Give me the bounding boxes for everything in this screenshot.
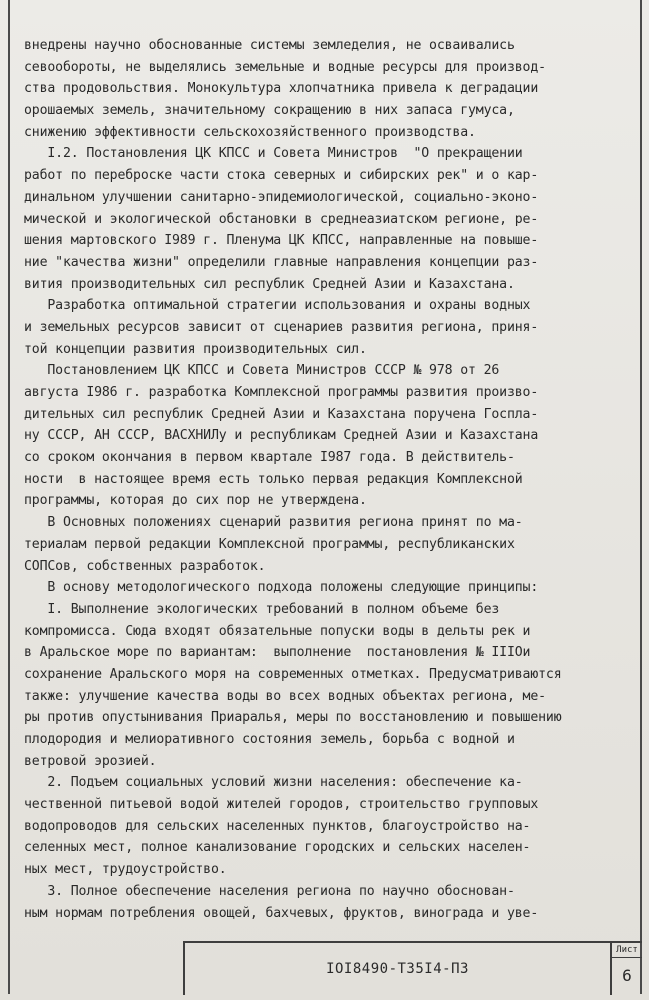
text-line: ры против опустынивания Приаралья, меры по восстановлению и повышению bbox=[24, 710, 562, 726]
title-block-stamp bbox=[183, 941, 642, 995]
text-line: плодородия и мелиоративного состояния земель, борьба с водной и bbox=[24, 732, 515, 747]
text-line: компромисса. Сюда входят обязательные попуски воды в дельты рек и bbox=[24, 623, 531, 639]
text-line: в Аральское море по вариантам: выполнение постановления № IIIOи bbox=[24, 645, 531, 661]
text-line: дительных сил республик Средней Азии и Казахстана поручена Госпла- bbox=[24, 406, 539, 422]
text-line: сохранение Аральского моря на современных отметках. Предусматриваются bbox=[24, 666, 562, 682]
text-line: мической и экологической обстановки в среднеазиатском регионе, ре- bbox=[24, 211, 539, 227]
text-line: работ по переброске части стока северных и сибирских рек" и о кар- bbox=[24, 168, 539, 184]
sheet-label: Лист bbox=[612, 943, 642, 958]
text-line: Постановлением ЦК КПСС и Совета Министров СССР № 978 от 26 bbox=[24, 363, 500, 379]
text-line: териалам первой редакции Комплексной программы, республиканских bbox=[24, 536, 515, 552]
text-line: ние "качества жизни" определили главные направления концепции раз- bbox=[24, 254, 539, 270]
text-line: ным нормам потребления овощей, бахчевых, фруктов, винограда и уве- bbox=[24, 905, 539, 921]
text-line: шения мартовского I989 г. Пленума ЦК КПСС, направленные на повыше- bbox=[24, 233, 539, 249]
text-line: программы, которая до сих пор не утверждена. bbox=[24, 493, 367, 509]
text-line: ветровой эрозией. bbox=[24, 753, 157, 769]
text-line: снижению эффективности сельскохозяйственного производства. bbox=[24, 124, 476, 140]
text-line: ства продовольствия. Монокультура хлопчатника привела к деградации bbox=[24, 81, 539, 97]
text-line: динальном улучшении санитарно-эпидемиологической, социально-эконо- bbox=[24, 189, 539, 205]
text-line: I. Выполнение экологических требований в полном объеме без bbox=[24, 601, 500, 617]
text-line: ну СССР, АН СССР, ВАСХНИЛу и республикам Средней Азии и Казахстана bbox=[24, 428, 539, 444]
text-line: СОПСов, собственных разработок. bbox=[24, 558, 266, 574]
text-line: вития производительных сил республик Средней Азии и Казахстана. bbox=[24, 276, 515, 292]
text-line: той концепции развития производительных сил. bbox=[24, 341, 367, 357]
text-line: В основу методологического подхода положены следующие принципы: bbox=[24, 580, 539, 596]
text-line: селенных мест, полное канализование городских и сельских населен- bbox=[24, 840, 531, 856]
text-line: орошаемых земель, значительному сокращению в них запаса гумуса, bbox=[24, 103, 515, 119]
text-line: внедрены научно обоснованные системы земледелия, не осваивались bbox=[24, 38, 515, 53]
document-body bbox=[24, 35, 624, 924]
text-line: 2. Подъем социальных условий жизни населения: обеспечение ка- bbox=[24, 775, 523, 791]
sheet-number-box bbox=[610, 943, 642, 995]
text-line: I.2. Постановления ЦК КПСС и Совета Министров "О прекращении bbox=[24, 146, 523, 162]
document-code: IOI8490-Т35I4-П3 bbox=[326, 961, 469, 977]
text-line: В Основных положениях сценарий развития региона принят по ма- bbox=[24, 515, 523, 531]
sheet-number: 6 bbox=[622, 966, 632, 985]
text-line: севообороты, не выделялись земельные и водные ресурсы для производ- bbox=[24, 59, 546, 75]
text-line: 3. Полное обеспечение населения региона по научно обоснован- bbox=[24, 883, 515, 899]
text-line: и земельных ресурсов зависит от сценариев развития региона, приня- bbox=[24, 319, 539, 335]
text-line: ных мест, трудоустройство. bbox=[24, 862, 227, 878]
text-line: со сроком окончания в первом квартале I987 года. В действитель- bbox=[24, 450, 515, 466]
text-line: ности в настоящее время есть только первая редакция Комплексной bbox=[24, 471, 523, 487]
text-line: также: улучшение качества воды во всех водных объектах региона, ме- bbox=[24, 688, 546, 704]
text-line: Разработка оптимальной стратегии использования и охраны водных bbox=[24, 298, 531, 314]
text-line: чественной питьевой водой жителей городов, строительство групповых bbox=[24, 797, 539, 813]
text-line: августа I986 г. разработка Комплексной программы развития произво- bbox=[24, 385, 539, 400]
text-line: водопроводов для сельских населенных пунктов, благоустройство на- bbox=[24, 818, 531, 834]
